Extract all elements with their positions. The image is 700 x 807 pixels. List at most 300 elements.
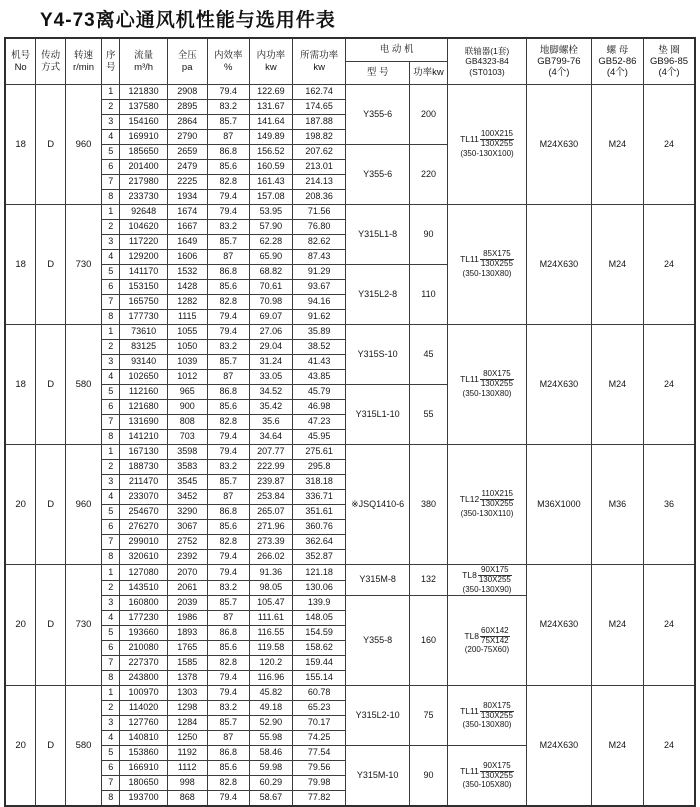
- cell-seq: 5: [102, 145, 120, 160]
- cell-seq: 6: [102, 160, 120, 175]
- cell-power: 156.52: [249, 145, 292, 160]
- cell-flow: 180650: [120, 776, 167, 791]
- cell-drive: D: [36, 445, 66, 565]
- cell-power: 60.29: [249, 776, 292, 791]
- cell-required-power: 47.23: [292, 415, 345, 430]
- cell-pressure: 868: [167, 791, 207, 807]
- cell-required-power: 79.98: [292, 776, 345, 791]
- cell-required-power: 362.64: [292, 535, 345, 550]
- cell-pressure: 1303: [167, 686, 207, 701]
- cell-power: 58.46: [249, 746, 292, 761]
- cell-power: 273.39: [249, 535, 292, 550]
- cell-power: 265.07: [249, 505, 292, 520]
- cell-motor-model: Y315M-8: [346, 565, 410, 596]
- cell-seq: 7: [102, 535, 120, 550]
- cell-seq: 1: [102, 445, 120, 460]
- cell-power: 53.95: [249, 205, 292, 220]
- cell-pressure: 1378: [167, 671, 207, 686]
- cell-efficiency: 85.6: [207, 160, 249, 175]
- cell-required-power: 82.62: [292, 235, 345, 250]
- cell-efficiency: 82.8: [207, 656, 249, 671]
- coupling-note: (350-130X90): [462, 584, 512, 594]
- cell-speed: 960: [66, 445, 102, 565]
- coupling-size-bottom: 130X255: [480, 259, 513, 269]
- cell-required-power: 74.25: [292, 731, 345, 746]
- cell-flow: 83125: [120, 340, 167, 355]
- cell-required-power: 275.61: [292, 445, 345, 460]
- cell-flow: 299010: [120, 535, 167, 550]
- cell-seq: 3: [102, 115, 120, 130]
- cell-seq: 1: [102, 565, 120, 581]
- cell-required-power: 213.01: [292, 160, 345, 175]
- cell-efficiency: 82.8: [207, 776, 249, 791]
- cell-seq: 4: [102, 370, 120, 385]
- cell-pressure: 1039: [167, 355, 207, 370]
- cell-pressure: 808: [167, 415, 207, 430]
- cell-power: 57.90: [249, 220, 292, 235]
- cell-seq: 8: [102, 310, 120, 325]
- cell-power: 55.98: [249, 731, 292, 746]
- cell-coupling: [447, 445, 526, 565]
- cell-pressure: 2479: [167, 160, 207, 175]
- coupling-size-bottom: 75X142: [481, 635, 509, 645]
- cell-required-power: 77.82: [292, 791, 345, 807]
- coupling-type: TL11: [460, 254, 479, 265]
- cell-efficiency: 87: [207, 731, 249, 746]
- col-header-motor-power: 功率kw: [409, 62, 447, 85]
- cell-seq: 3: [102, 235, 120, 250]
- coupling-note: (350-130X80): [462, 269, 512, 279]
- cell-efficiency: 79.4: [207, 205, 249, 220]
- cell-required-power: 71.56: [292, 205, 345, 220]
- cell-power: 31.24: [249, 355, 292, 370]
- cell-flow: 127080: [120, 565, 167, 581]
- cell-washer: 36: [644, 445, 695, 565]
- coupling-size-bottom: 130X255: [478, 574, 511, 584]
- cell-seq: 4: [102, 611, 120, 626]
- cell-pressure: 3452: [167, 490, 207, 505]
- cell-seq: 6: [102, 761, 120, 776]
- cell-required-power: 76.80: [292, 220, 345, 235]
- col-header-motor-group: 电 动 机: [346, 38, 448, 62]
- cell-seq: 5: [102, 626, 120, 641]
- cell-pressure: 2908: [167, 85, 207, 100]
- cell-pressure: 965: [167, 385, 207, 400]
- cell-seq: 8: [102, 671, 120, 686]
- cell-required-power: 360.76: [292, 520, 345, 535]
- cell-flow: 140810: [120, 731, 167, 746]
- cell-seq: 5: [102, 265, 120, 280]
- table-row: [5, 565, 695, 581]
- cell-pressure: 1282: [167, 295, 207, 310]
- cell-flow: 188730: [120, 460, 167, 475]
- cell-efficiency: 82.8: [207, 295, 249, 310]
- cell-seq: 4: [102, 731, 120, 746]
- cell-efficiency: 86.8: [207, 505, 249, 520]
- cell-power: 62.28: [249, 235, 292, 250]
- cell-flow: 167130: [120, 445, 167, 460]
- cell-power: 239.87: [249, 475, 292, 490]
- cell-efficiency: 79.4: [207, 445, 249, 460]
- cell-pressure: 1192: [167, 746, 207, 761]
- cell-coupling: [447, 686, 526, 746]
- cell-power: 70.61: [249, 280, 292, 295]
- cell-pressure: 3290: [167, 505, 207, 520]
- cell-motor-model: ※JSQ1410-6: [346, 445, 410, 565]
- cell-required-power: 208.36: [292, 190, 345, 205]
- cell-pressure: 1284: [167, 716, 207, 731]
- cell-power: 271.96: [249, 520, 292, 535]
- cell-machine-no: 18: [5, 85, 36, 205]
- cell-motor-model: Y315M-10: [346, 746, 410, 807]
- cell-efficiency: 85.6: [207, 400, 249, 415]
- cell-speed: 960: [66, 85, 102, 205]
- cell-power: 120.2: [249, 656, 292, 671]
- cell-pressure: 2225: [167, 175, 207, 190]
- cell-pressure: 2895: [167, 100, 207, 115]
- cell-flow: 117220: [120, 235, 167, 250]
- cell-required-power: 352.87: [292, 550, 345, 565]
- cell-efficiency: 86.8: [207, 265, 249, 280]
- cell-flow: 177730: [120, 310, 167, 325]
- cell-seq: 3: [102, 355, 120, 370]
- cell-motor-model: Y315L1-10: [346, 385, 410, 445]
- cell-efficiency: 82.8: [207, 415, 249, 430]
- cell-required-power: 87.43: [292, 250, 345, 265]
- cell-required-power: 148.05: [292, 611, 345, 626]
- cell-efficiency: 87: [207, 130, 249, 145]
- coupling-type: TL11: [460, 705, 479, 716]
- cell-motor-model: Y315L2-8: [346, 265, 410, 325]
- cell-machine-no: 20: [5, 565, 36, 686]
- cell-required-power: 130.06: [292, 580, 345, 596]
- cell-efficiency: 85.6: [207, 520, 249, 535]
- cell-power: 27.06: [249, 325, 292, 340]
- cell-machine-no: 20: [5, 686, 36, 807]
- cell-flow: 320610: [120, 550, 167, 565]
- cell-flow: 166910: [120, 761, 167, 776]
- cell-required-power: 139.9: [292, 596, 345, 611]
- cell-speed: 580: [66, 325, 102, 445]
- cell-required-power: 70.17: [292, 716, 345, 731]
- cell-flow: 73610: [120, 325, 167, 340]
- cell-pressure: 1012: [167, 370, 207, 385]
- coupling-size-top: 110X215: [481, 489, 513, 499]
- coupling-type: TL8: [464, 630, 480, 641]
- cell-required-power: 91.29: [292, 265, 345, 280]
- cell-seq: 6: [102, 520, 120, 535]
- cell-flow: 165750: [120, 295, 167, 310]
- cell-required-power: 351.61: [292, 505, 345, 520]
- cell-flow: 104620: [120, 220, 167, 235]
- cell-coupling: [447, 325, 526, 445]
- cell-efficiency: 87: [207, 250, 249, 265]
- cell-pressure: 1428: [167, 280, 207, 295]
- cell-required-power: 207.62: [292, 145, 345, 160]
- coupling-size-top: 85X175: [480, 250, 514, 260]
- cell-pressure: 1667: [167, 220, 207, 235]
- col-header-motor-model: 型 号: [346, 62, 410, 85]
- cell-flow: 93140: [120, 355, 167, 370]
- cell-power: 91.36: [249, 565, 292, 581]
- cell-machine-no: 18: [5, 325, 36, 445]
- cell-required-power: 45.79: [292, 385, 345, 400]
- cell-efficiency: 79.4: [207, 791, 249, 807]
- cell-pressure: 1765: [167, 641, 207, 656]
- cell-required-power: 158.62: [292, 641, 345, 656]
- cell-nut: M24: [591, 205, 643, 325]
- cell-pressure: 3583: [167, 460, 207, 475]
- cell-nut: M24: [591, 686, 643, 807]
- coupling-note: (350-130X80): [462, 720, 512, 730]
- cell-power: 111.61: [249, 611, 292, 626]
- cell-seq: 2: [102, 220, 120, 235]
- cell-pressure: 2392: [167, 550, 207, 565]
- cell-nut: M24: [591, 325, 643, 445]
- cell-flow: 137580: [120, 100, 167, 115]
- cell-efficiency: 86.8: [207, 385, 249, 400]
- cell-efficiency: 85.6: [207, 280, 249, 295]
- cell-flow: 141170: [120, 265, 167, 280]
- coupling-note: (350-130X80): [462, 389, 512, 399]
- cell-efficiency: 83.2: [207, 340, 249, 355]
- cell-flow: 201400: [120, 160, 167, 175]
- cell-anchor-bolt: M24X630: [527, 205, 592, 325]
- coupling-type: TL8: [462, 569, 477, 580]
- cell-required-power: 159.44: [292, 656, 345, 671]
- cell-motor-power: 380: [409, 445, 447, 565]
- cell-seq: 2: [102, 580, 120, 596]
- cell-required-power: 162.74: [292, 85, 345, 100]
- cell-pressure: 1115: [167, 310, 207, 325]
- cell-motor-power: 75: [409, 686, 447, 746]
- cell-pressure: 1250: [167, 731, 207, 746]
- table-row: [5, 205, 695, 220]
- coupling-type: TL11: [460, 765, 479, 776]
- cell-efficiency: 85.6: [207, 641, 249, 656]
- cell-anchor-bolt: M36X1000: [527, 445, 592, 565]
- table-row: [5, 686, 695, 701]
- cell-required-power: 41.43: [292, 355, 345, 370]
- cell-pressure: 1893: [167, 626, 207, 641]
- cell-pressure: 2039: [167, 596, 207, 611]
- cell-seq: 8: [102, 550, 120, 565]
- cell-flow: 254670: [120, 505, 167, 520]
- cell-required-power: 35.89: [292, 325, 345, 340]
- cell-efficiency: 87: [207, 490, 249, 505]
- col-header-machine-no: 机号 No: [5, 38, 36, 85]
- col-header-seq: 序 号: [102, 38, 120, 85]
- cell-seq: 6: [102, 641, 120, 656]
- cell-power: 266.02: [249, 550, 292, 565]
- cell-anchor-bolt: M24X630: [527, 325, 592, 445]
- cell-seq: 7: [102, 415, 120, 430]
- cell-efficiency: 79.4: [207, 325, 249, 340]
- cell-pressure: 1055: [167, 325, 207, 340]
- cell-required-power: 154.59: [292, 626, 345, 641]
- cell-seq: 1: [102, 85, 120, 100]
- cell-seq: 7: [102, 776, 120, 791]
- cell-required-power: 79.56: [292, 761, 345, 776]
- cell-power: 222.99: [249, 460, 292, 475]
- cell-washer: 24: [644, 686, 695, 807]
- cell-seq: 5: [102, 385, 120, 400]
- cell-flow: 141210: [120, 430, 167, 445]
- cell-pressure: 1050: [167, 340, 207, 355]
- cell-anchor-bolt: M24X630: [527, 686, 592, 807]
- cell-motor-model: Y355-6: [346, 85, 410, 145]
- cell-speed: 580: [66, 686, 102, 807]
- cell-efficiency: 79.4: [207, 550, 249, 565]
- coupling-type: TL11: [460, 134, 479, 145]
- cell-pressure: 2659: [167, 145, 207, 160]
- cell-motor-model: Y315L1-8: [346, 205, 410, 265]
- cell-efficiency: 85.7: [207, 235, 249, 250]
- cell-flow: 233730: [120, 190, 167, 205]
- cell-efficiency: 85.6: [207, 761, 249, 776]
- cell-power: 98.05: [249, 580, 292, 596]
- cell-flow: 153150: [120, 280, 167, 295]
- cell-required-power: 336.71: [292, 490, 345, 505]
- cell-power: 131.67: [249, 100, 292, 115]
- cell-motor-power: 160: [409, 596, 447, 686]
- cell-power: 45.82: [249, 686, 292, 701]
- cell-flow: 127760: [120, 716, 167, 731]
- cell-flow: 217980: [120, 175, 167, 190]
- table-row: [5, 445, 695, 460]
- cell-coupling: [447, 205, 526, 325]
- cell-speed: 730: [66, 565, 102, 686]
- cell-required-power: 60.78: [292, 686, 345, 701]
- cell-efficiency: 83.2: [207, 220, 249, 235]
- cell-motor-power: 110: [409, 265, 447, 325]
- cell-flow: 143510: [120, 580, 167, 596]
- cell-efficiency: 82.8: [207, 535, 249, 550]
- cell-efficiency: 85.7: [207, 596, 249, 611]
- cell-required-power: 46.98: [292, 400, 345, 415]
- cell-flow: 121680: [120, 400, 167, 415]
- col-header-pressure: 全压 pa: [167, 38, 207, 85]
- cell-required-power: 91.62: [292, 310, 345, 325]
- cell-pressure: 1112: [167, 761, 207, 776]
- cell-required-power: 155.14: [292, 671, 345, 686]
- cell-efficiency: 83.2: [207, 460, 249, 475]
- cell-power: 58.67: [249, 791, 292, 807]
- cell-power: 29.04: [249, 340, 292, 355]
- cell-pressure: 1532: [167, 265, 207, 280]
- cell-power: 157.08: [249, 190, 292, 205]
- cell-power: 65.90: [249, 250, 292, 265]
- cell-required-power: 93.67: [292, 280, 345, 295]
- cell-flow: 160800: [120, 596, 167, 611]
- cell-flow: 129200: [120, 250, 167, 265]
- cell-flow: 210080: [120, 641, 167, 656]
- cell-flow: 185650: [120, 145, 167, 160]
- cell-drive: D: [36, 325, 66, 445]
- col-header-anchor-bolt: 地脚螺栓 GB799-76 (4个): [527, 38, 592, 85]
- cell-power: 160.59: [249, 160, 292, 175]
- cell-efficiency: 85.7: [207, 475, 249, 490]
- cell-machine-no: 18: [5, 205, 36, 325]
- cell-required-power: 187.88: [292, 115, 345, 130]
- coupling-size-bottom: 130X255: [480, 139, 513, 149]
- cell-coupling: [447, 85, 526, 205]
- coupling-note: (350-130X100): [460, 149, 514, 159]
- cell-pressure: 900: [167, 400, 207, 415]
- cell-seq: 4: [102, 250, 120, 265]
- cell-seq: 7: [102, 295, 120, 310]
- cell-seq: 2: [102, 100, 120, 115]
- cell-coupling: [447, 746, 526, 807]
- cell-flow: 92648: [120, 205, 167, 220]
- col-header-speed: 转速 r/min: [66, 38, 102, 85]
- cell-seq: 5: [102, 505, 120, 520]
- cell-efficiency: 86.8: [207, 746, 249, 761]
- cell-seq: 4: [102, 130, 120, 145]
- cell-flow: 131690: [120, 415, 167, 430]
- cell-required-power: 94.16: [292, 295, 345, 310]
- cell-motor-power: 200: [409, 85, 447, 145]
- cell-power: 122.69: [249, 85, 292, 100]
- coupling-size-top: 60X142: [481, 625, 509, 635]
- cell-efficiency: 86.8: [207, 145, 249, 160]
- cell-seq: 8: [102, 430, 120, 445]
- cell-nut: M36: [591, 445, 643, 565]
- cell-drive: D: [36, 205, 66, 325]
- cell-power: 34.64: [249, 430, 292, 445]
- cell-machine-no: 20: [5, 445, 36, 565]
- cell-motor-power: 132: [409, 565, 447, 596]
- col-header-drive: 传动 方式: [36, 38, 66, 85]
- cell-motor-power: 45: [409, 325, 447, 385]
- cell-pressure: 3067: [167, 520, 207, 535]
- cell-washer: 24: [644, 565, 695, 686]
- coupling-size-bottom: 130X255: [480, 379, 513, 389]
- cell-flow: 233070: [120, 490, 167, 505]
- cell-efficiency: 85.7: [207, 115, 249, 130]
- cell-seq: 7: [102, 175, 120, 190]
- cell-pressure: 1674: [167, 205, 207, 220]
- cell-efficiency: 83.2: [207, 100, 249, 115]
- cell-pressure: 2070: [167, 565, 207, 581]
- cell-power: 35.42: [249, 400, 292, 415]
- coupling-note: (200-75X60): [464, 645, 510, 655]
- col-header-coupling: 联轴器(1套) GB4323-84 (ST0103): [447, 38, 526, 85]
- cell-flow: 211470: [120, 475, 167, 490]
- cell-efficiency: 79.4: [207, 430, 249, 445]
- cell-anchor-bolt: M24X630: [527, 85, 592, 205]
- cell-flow: 121830: [120, 85, 167, 100]
- coupling-size-top: 80X175: [480, 702, 514, 712]
- cell-pressure: 1606: [167, 250, 207, 265]
- cell-seq: 4: [102, 490, 120, 505]
- coupling-size-top: 80X175: [480, 370, 514, 380]
- cell-flow: 193660: [120, 626, 167, 641]
- cell-washer: 24: [644, 325, 695, 445]
- cell-flow: 193700: [120, 791, 167, 807]
- cell-power: 149.89: [249, 130, 292, 145]
- cell-power: 116.55: [249, 626, 292, 641]
- cell-pressure: 998: [167, 776, 207, 791]
- cell-motor-power: 55: [409, 385, 447, 445]
- cell-efficiency: 86.8: [207, 626, 249, 641]
- cell-seq: 2: [102, 701, 120, 716]
- table-body: [5, 85, 695, 807]
- coupling-size-top: 100X215: [480, 129, 513, 139]
- cell-power: 207.77: [249, 445, 292, 460]
- col-header-power: 内功率 kw: [249, 38, 292, 85]
- cell-seq: 6: [102, 280, 120, 295]
